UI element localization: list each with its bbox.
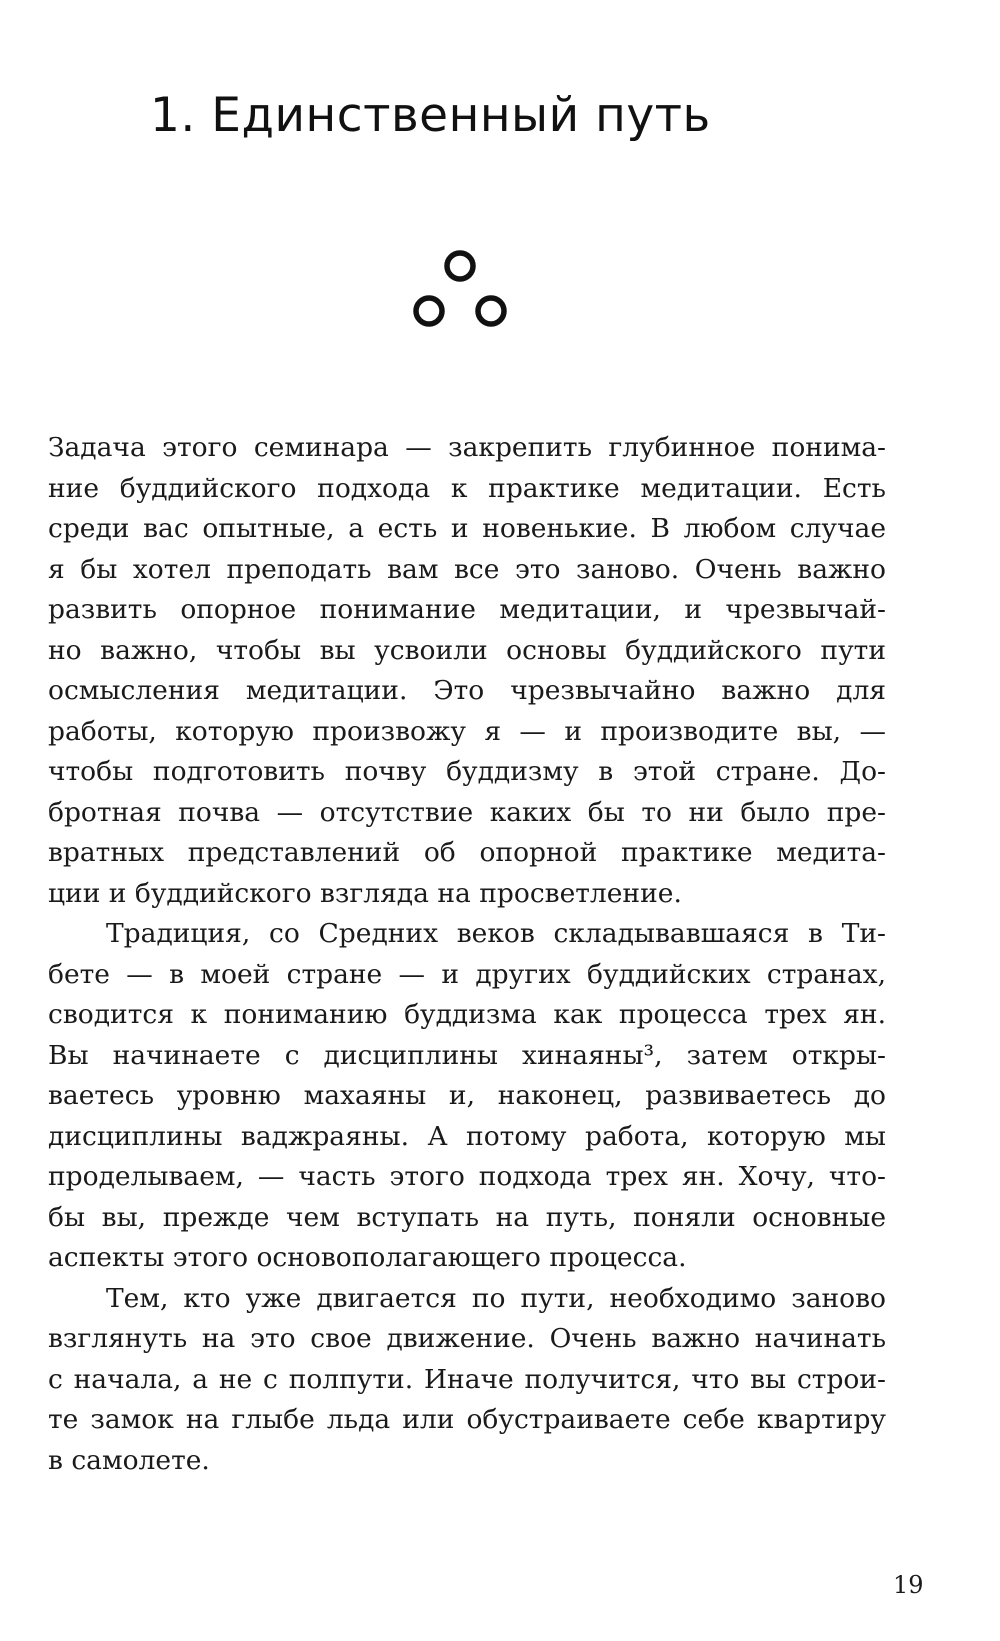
- text-line: проделываем, — часть этого подхода трех ян. Хочу, что-: [48, 1161, 886, 1192]
- page-number: 19: [893, 1571, 924, 1599]
- text-line: Тем, кто уже двигается по пути, необходимо заново: [106, 1282, 886, 1314]
- text-line: среди вас опытные, а есть и новенькие. В любом случае: [48, 513, 886, 544]
- three-circles-icon: [405, 250, 515, 345]
- text-line: развить опорное понимание медитации, и чрезвычай-: [48, 594, 886, 625]
- text-line: Традиция, со Средних веков складывавшаяся в Ти-: [106, 918, 886, 949]
- text-line: работы, которую произвожу я — и производите вы, —: [48, 715, 886, 747]
- text-line: Вы начинаете с дисциплины хинаяны³, затем откры-: [48, 1039, 886, 1071]
- text-line: аспекты этого основополагающего процесса.: [48, 1242, 687, 1273]
- text-line: ваетесь уровню махаяны и, наконец, развиваетесь до: [48, 1080, 886, 1111]
- text-line: взглянуть на это свое движение. Очень важно начинать: [48, 1323, 886, 1354]
- text-line: бротная почва — отсутствие каких бы то ни было пре-: [48, 796, 886, 828]
- paragraph: [48, 428, 886, 914]
- text-line: в самолете.: [48, 1444, 210, 1476]
- text-line: вратных представлений об опорной практике медита-: [48, 837, 886, 868]
- paragraph: [48, 1279, 886, 1482]
- text-line: ции и буддийского взгляда на просветление.: [48, 877, 682, 909]
- chapter-body: [48, 428, 886, 1481]
- text-line: я бы хотел преподать вам все это заново. Очень важно: [48, 553, 886, 585]
- text-line: бы вы, прежде чем вступать на путь, поняли основные: [48, 1201, 886, 1233]
- text-line: чтобы подготовить почву буддизму в этой стране. До-: [48, 756, 886, 787]
- text-line: те замок на глыбе льда или обустраиваете себе квартиру: [48, 1404, 886, 1435]
- text-line: ние буддийского подхода к практике медитации. Есть: [48, 472, 886, 504]
- text-line: бете — в моей стране — и других буддийских странах,: [48, 958, 886, 990]
- text-line: осмысления медитации. Это чрезвычайно важно для: [48, 675, 886, 706]
- text-line: с начала, а не с полпути. Иначе получится, что вы строи-: [48, 1363, 886, 1395]
- text-line: сводится к пониманию буддизма как процесса трех ян.: [48, 999, 886, 1030]
- chapter-title: 1. Единственный путь: [150, 88, 711, 143]
- text-line: дисциплины ваджраяны. А потому работа, которую мы: [48, 1120, 886, 1152]
- text-line: Задача этого семинара — закрепить глубинное понима-: [48, 432, 886, 463]
- paragraph: [48, 914, 886, 1279]
- text-line: но важно, чтобы вы усвоили основы буддийского пути: [48, 634, 886, 666]
